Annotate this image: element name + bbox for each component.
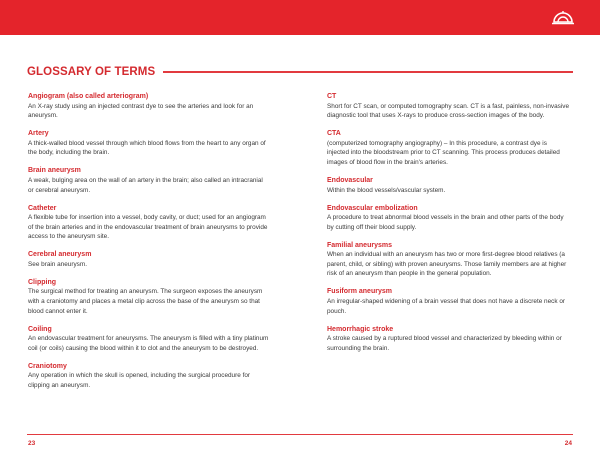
glossary-definition: A weak, bulging area on the wall of an artery in the brain; also called an intracranial or cerebral aneurysm. — [28, 176, 263, 194]
dome-logo-icon — [550, 8, 576, 28]
glossary-definition: The surgical method for treating an aneurysm. The surgeon exposes the aneurysm with a craniotomy and places a metal clip across the base of the aneurysm so that blood cannot enter it. — [28, 288, 263, 315]
glossary-entry — [28, 129, 270, 158]
glossary-term: Brain aneurysm — [28, 167, 81, 175]
glossary-definition: An endovascular treatment for aneurysms. The aneurysm is filled with a tiny platinum coil (or coils) causing the blood within it to clot and the aneurysm to be destroyed. — [28, 335, 269, 352]
page-number-right: 24 — [564, 440, 572, 447]
glossary-definition: Within the blood vessels/vascular system. — [327, 186, 446, 194]
glossary-term: Catheter — [28, 204, 57, 212]
glossary-entry — [327, 325, 570, 354]
glossary-entry — [327, 92, 570, 121]
glossary-term: Artery — [28, 130, 49, 138]
glossary-entry — [327, 204, 570, 233]
glossary-definition: A procedure to treat abnormal blood vessels in the brain and other parts of the body by cutting off their blood supply. — [327, 214, 564, 231]
glossary-entry — [28, 325, 270, 354]
glossary-term: Endovascular — [327, 176, 373, 184]
glossary-term: Endovascular embolization — [327, 204, 418, 212]
glossary-entry — [327, 241, 570, 279]
header-bar — [0, 0, 600, 35]
glossary-entry — [327, 176, 570, 195]
glossary-term: Clipping — [28, 278, 56, 286]
glossary-definition: A stroke caused by a ruptured blood vessel and characterized by bleeding within or surrounding the brain. — [327, 335, 562, 352]
glossary-term: Craniotomy — [28, 362, 67, 370]
glossary-term: Coiling — [28, 325, 52, 333]
right-column — [327, 92, 570, 362]
glossary-entry — [28, 362, 270, 391]
glossary-definition: See brain aneurysm. — [28, 260, 87, 268]
glossary-header — [27, 64, 573, 80]
glossary-term: Fusiform aneurysm — [327, 288, 392, 296]
glossary-definition: Short for CT scan, or computed tomography scan. CT is a fast, painless, non-invasive diagnostic tool that uses X-rays to produce cross-section images of the body. — [327, 102, 570, 120]
page-number-left: 23 — [28, 440, 36, 447]
page-title: GLOSSARY OF TERMS — [27, 66, 156, 78]
glossary-definition: A flexible tube for insertion into a vessel, body cavity, or duct; used for an angiogram of the brain arteries and in the endovascular treatment of brain aneurysms to provide access to the aneurysm site. — [28, 214, 268, 241]
glossary-definition: An X-ray study using an injected contrast dye to see the arteries and look for an aneurysm. — [28, 102, 254, 120]
glossary-term: Cerebral aneurysm — [28, 251, 92, 259]
footer-divider — [27, 434, 573, 435]
glossary-term: Angiogram (also called arteriogram) — [28, 93, 149, 100]
glossary-entry — [28, 166, 270, 195]
glossary-entry — [28, 204, 270, 242]
glossary-definition: An irregular-shaped widening of a brain vessel that does not have a discrete neck or pouch. — [327, 298, 566, 315]
glossary-definition: A thick-walled blood vessel through which blood flows from the heart to any organ of the body, including the brain. — [28, 139, 266, 157]
glossary-definition: Any operation in which the skull is opened, including the surgical procedure for clipping an aneurysm. — [28, 372, 251, 389]
glossary-entry — [28, 250, 270, 269]
title-divider — [163, 71, 573, 73]
glossary-definition: When an individual with an aneurysm has two or more first-degree blood relatives (a parent, child, or sibling) with proven aneurysms. Those family members are at higher risk of an aneurysm than people in the general population. — [327, 251, 567, 278]
left-column — [28, 92, 270, 399]
glossary-entry — [28, 92, 270, 121]
glossary-term: CT — [327, 93, 337, 100]
glossary-term: CTA — [327, 130, 341, 138]
glossary-entry — [28, 278, 270, 316]
glossary-term: Familial aneurysms — [327, 241, 392, 249]
glossary-entry — [327, 287, 570, 316]
glossary-entry — [327, 129, 570, 167]
glossary-definition: (computerized tomography angiography) – In this procedure, a contrast dye is injected into the bloodstream prior to CT scanning. This process produces detailed images of blood flow in the brain's arteries. — [327, 139, 560, 166]
glossary-term: Hemorrhagic stroke — [327, 325, 394, 333]
